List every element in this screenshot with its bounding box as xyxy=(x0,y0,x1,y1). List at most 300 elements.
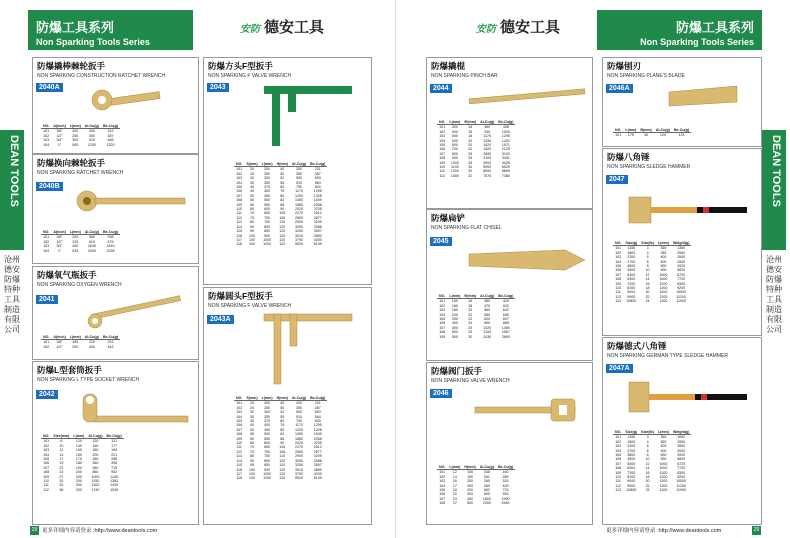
table-cell: 3209 xyxy=(313,454,322,459)
column-header: B(mm) xyxy=(640,128,652,132)
table-cell: 2690 xyxy=(501,334,510,339)
table-cell: 22 xyxy=(645,483,650,488)
table-cell: 4500 xyxy=(627,268,636,273)
table-cell: 107 xyxy=(439,325,446,330)
column-header: S(mm) xyxy=(246,162,258,166)
table-cell: 2125 xyxy=(501,147,510,152)
header-title-en: Non Sparking Tools Series xyxy=(36,37,150,47)
table-cell: 104 xyxy=(236,180,243,185)
table-cell: 9200 xyxy=(677,475,686,480)
table-cell: 22 xyxy=(468,147,473,152)
table-header-row xyxy=(41,230,120,235)
table-cell: 400 xyxy=(660,255,667,260)
table-cell: 360 xyxy=(483,483,490,488)
table-cell: 1200 xyxy=(659,286,668,291)
table-cell: 18 xyxy=(468,134,473,139)
table-cell: 443 xyxy=(107,344,114,349)
column-header: Φ(mm) xyxy=(464,120,477,124)
table-cell: 107 xyxy=(43,465,50,470)
table-cell: 400 xyxy=(467,492,474,497)
table-cell: 355 xyxy=(660,250,667,255)
table-cell: 1/2" xyxy=(56,239,63,244)
table-cell: 50 xyxy=(249,427,254,432)
table-cell: 120 xyxy=(279,471,286,476)
column-header: L(mm) xyxy=(657,241,669,245)
table-cell: 7070 xyxy=(483,173,492,178)
table-header-row xyxy=(41,124,120,129)
table-row xyxy=(613,488,691,492)
table-row xyxy=(41,249,120,253)
table-cell: 900 xyxy=(660,453,667,458)
table-cell: 111 xyxy=(236,445,242,450)
table-cell: 300 xyxy=(264,410,271,415)
table-cell: 6 xyxy=(646,448,649,453)
column-header: Al-Cu(g) xyxy=(88,434,103,438)
table-cell: 106 xyxy=(439,492,446,497)
table-cell: 500 xyxy=(451,138,458,143)
column-header: Be-Cu(g) xyxy=(673,128,690,132)
table-cell: 105 xyxy=(236,185,243,190)
table-cell: 2545 xyxy=(501,501,510,506)
table-cell: 1030 xyxy=(501,129,510,134)
table-cell: 177 xyxy=(111,443,118,448)
table-cell: 2430 xyxy=(483,334,492,339)
spec-table xyxy=(234,396,327,481)
table-cell: 450 xyxy=(264,193,271,198)
table-cell: 580 xyxy=(484,312,491,317)
column-header: NO. xyxy=(236,162,243,166)
table-cell: 350 xyxy=(264,180,271,185)
table-cell: 400 xyxy=(660,259,667,264)
header-title-zh: 防爆工具系列 xyxy=(36,20,115,35)
table-cell: 697 xyxy=(502,317,509,322)
table-cell: 103 xyxy=(615,255,622,260)
table-cell: 564 xyxy=(314,180,321,185)
table-cell: 8100 xyxy=(627,475,636,480)
column-header: Al-Cu(g) xyxy=(480,120,495,124)
page-footer: 更多详细内容请登录 :http://www.deantools.com xyxy=(42,528,158,534)
table-cell: 100 xyxy=(248,476,255,481)
table-cell: 590 xyxy=(296,176,303,181)
table-cell: 10 xyxy=(645,268,650,273)
table-cell: 180 xyxy=(75,461,82,466)
sledge-hammer-illustration xyxy=(625,189,755,239)
table-cell: 1000 xyxy=(659,461,668,466)
table-cell: 75 xyxy=(249,449,254,454)
table-cell: 101 xyxy=(43,340,50,345)
table-cell: 312 xyxy=(107,129,114,134)
table-cell: 105 xyxy=(279,211,286,216)
table-cell: 108 xyxy=(439,330,446,335)
table-cell: 107 xyxy=(439,151,446,156)
table-cell: 117 xyxy=(236,471,243,476)
table-cell: 405 xyxy=(502,483,509,488)
table-cell: 221 xyxy=(314,401,321,406)
table-cell: 1170 xyxy=(483,134,492,139)
header-title-zh: 防爆工具系列 xyxy=(675,20,754,35)
table-cell: 106 xyxy=(615,268,622,273)
table-cell: 6109 xyxy=(313,242,322,247)
table-cell: 101 xyxy=(615,246,622,251)
table-cell: 510 xyxy=(296,414,303,419)
table-cell: 131 xyxy=(111,439,118,444)
table-cell: 14 xyxy=(59,452,64,457)
column-header: Size(lb) xyxy=(641,241,654,245)
table-cell: 6050 xyxy=(483,169,492,174)
table-cell: 243 xyxy=(107,340,114,345)
table-cell: 289 xyxy=(502,474,509,479)
table-cell: 40 xyxy=(249,185,254,190)
table-cell: 500 xyxy=(451,334,458,339)
table-cell: 4200 xyxy=(313,237,322,242)
table-cell: 400 xyxy=(451,129,458,134)
table-cell: 1250 xyxy=(91,479,100,484)
sidebar-company-name: 沧州德安防爆特种工具制造有限公司 xyxy=(766,255,782,334)
table-cell: 200 xyxy=(264,167,271,172)
table-cell: 112 xyxy=(615,483,622,488)
product-card xyxy=(602,57,762,147)
table-cell: 102 xyxy=(439,474,446,479)
table-cell: 600 xyxy=(264,207,271,212)
table-cell: 109 xyxy=(236,202,243,207)
table-cell: 1926 xyxy=(110,487,119,492)
table-cell: 70 xyxy=(249,445,254,450)
table-row xyxy=(613,133,691,138)
table-cell: 180 xyxy=(92,448,99,453)
column-header: H(mm) xyxy=(464,465,476,469)
table-cell: 22 xyxy=(59,465,64,470)
table-row xyxy=(234,242,327,246)
table-cell: 1320 xyxy=(483,325,492,330)
table-cell: 1383 xyxy=(110,479,119,484)
table-cell: 120 xyxy=(279,233,286,238)
table-cell: 450 xyxy=(92,461,99,466)
table-cell: 103 xyxy=(615,444,622,449)
table-cell: 114 xyxy=(236,224,243,229)
table-cell: 520 xyxy=(502,303,509,308)
table-cell: 14 xyxy=(645,277,650,282)
table-cell: 52 xyxy=(280,176,285,181)
product-subtitle: NON SPARKING OXYGEN WRENCH xyxy=(37,282,122,288)
product-title: 防爆撬棍 xyxy=(431,61,466,71)
table-cell: 600 xyxy=(264,441,271,446)
table-cell: 100 xyxy=(248,237,255,242)
table-cell: 600 xyxy=(467,501,474,506)
table-cell: 30 xyxy=(468,169,473,174)
table-cell: 350 xyxy=(264,414,271,419)
table-cell: 235 xyxy=(72,239,79,244)
table-cell: 590 xyxy=(296,410,303,415)
product-card xyxy=(426,57,593,209)
table-cell: 400 xyxy=(660,444,667,449)
table-cell: 200 xyxy=(467,479,474,484)
sidebar-brand-text: DEAN TOOLS xyxy=(770,135,782,207)
product-code-badge: 2043A xyxy=(207,315,234,324)
table-cell: 1200 xyxy=(450,169,459,174)
table-cell: 1860 xyxy=(295,202,304,207)
table-cell: 65 xyxy=(249,441,254,446)
column-header: L(mm) xyxy=(261,396,273,400)
table-cell: 2877 xyxy=(313,449,322,454)
table-cell: 288 xyxy=(111,457,118,462)
table-cell: 101 xyxy=(43,439,50,444)
table-cell: 952 xyxy=(111,470,118,475)
table-cell: 104 xyxy=(439,483,446,488)
page-number: 29 xyxy=(753,527,760,533)
table-cell: 95 xyxy=(249,229,254,234)
table-cell: 110 xyxy=(439,165,446,170)
table-cell: 5520 xyxy=(295,242,304,247)
table-cell: 300 xyxy=(451,125,458,130)
product-title: 防爆方头F型扳手 xyxy=(208,61,273,71)
table-cell: 1740 xyxy=(91,487,100,492)
table-cell: 40 xyxy=(249,419,254,424)
table-cell: 32 xyxy=(468,173,473,178)
valve-wrench-illustration xyxy=(467,391,587,431)
column-header: NO. xyxy=(43,124,50,128)
table-cell: 102 xyxy=(43,239,50,244)
table-cell: 108 xyxy=(615,277,622,282)
table-cell: 22 xyxy=(452,492,457,497)
table-cell: 1920 xyxy=(483,147,492,152)
table-cell: 160 xyxy=(451,303,458,308)
table-cell: 16 xyxy=(468,299,473,304)
table-cell: 103 xyxy=(439,134,446,139)
table-cell: 345 xyxy=(483,470,490,475)
table-cell: 105 xyxy=(236,419,243,424)
product-code-badge: 2043 xyxy=(207,83,229,92)
table-cell: 110 xyxy=(279,454,286,459)
f-valve-wrench-illustration xyxy=(254,80,364,150)
table-cell: 1200 xyxy=(295,427,304,432)
table-cell: 1295 xyxy=(501,134,510,139)
table-cell: 3100 xyxy=(483,156,492,161)
table-cell: 20 xyxy=(645,290,650,295)
table-cell: 560 xyxy=(484,308,491,313)
product-card xyxy=(203,57,372,285)
product-title: 防爆八角锤 xyxy=(607,152,650,162)
table-cell: 2058 xyxy=(313,436,322,441)
table-cell: 120 xyxy=(279,224,286,229)
table-cell: 300 xyxy=(88,129,95,134)
table-cell: 104 xyxy=(43,452,50,457)
table-cell: 3790 xyxy=(295,237,304,242)
table-header-row xyxy=(234,396,327,401)
table-cell: 2060 xyxy=(677,439,686,444)
table-row xyxy=(41,143,120,147)
table-cell: 300 xyxy=(264,176,271,181)
table-cell: 2235 xyxy=(313,441,322,446)
table-cell: 22 xyxy=(645,294,650,299)
table-cell: 510 xyxy=(296,180,303,185)
table-cell: 200 xyxy=(75,479,82,484)
table-cell: 465 xyxy=(107,138,114,143)
product-code-badge: 2047A xyxy=(606,364,633,373)
spec-table xyxy=(41,124,120,147)
table-cell: 2600 xyxy=(295,215,304,220)
table-cell: 3050 xyxy=(295,224,304,229)
table-cell: 80 xyxy=(280,427,285,432)
f-valve-wrench-illustration xyxy=(254,308,364,388)
table-cell: 200 xyxy=(296,401,303,406)
table-cell: 120 xyxy=(279,467,286,472)
table-cell: 387 xyxy=(314,171,321,176)
column-header: Size(g) xyxy=(625,430,638,434)
table-cell: 3510 xyxy=(295,467,304,472)
column-header: A(inch) xyxy=(53,124,66,128)
table-row xyxy=(613,299,691,303)
table-cell: 105 xyxy=(615,264,622,269)
table-cell: 10 xyxy=(59,443,64,448)
column-header: Be-Cu(g) xyxy=(498,294,514,298)
table-cell: 900 xyxy=(660,264,667,269)
table-cell: 104 xyxy=(439,312,446,317)
table-cell: 315 xyxy=(502,479,509,484)
table-cell: 350 xyxy=(660,435,667,440)
table-cell: 1000 xyxy=(263,471,272,476)
column-header: Size(lb) xyxy=(641,430,654,434)
table-cell: 1200 xyxy=(659,470,668,475)
column-header: Be-Cu(g) xyxy=(102,124,119,128)
table-cell: 113 xyxy=(615,299,622,304)
table-cell: 103 xyxy=(43,244,50,249)
table-cell: 200 xyxy=(264,401,271,406)
table-cell: 1990 xyxy=(501,496,510,501)
spec-table xyxy=(41,230,120,253)
table-cell: 3 xyxy=(646,435,649,440)
product-code-badge: 2041 xyxy=(36,295,58,304)
table-cell: 55 xyxy=(249,432,254,437)
table-row xyxy=(437,174,515,178)
column-header: Al-Cu(g) xyxy=(480,294,495,298)
table-cell: 3250 xyxy=(295,463,304,468)
table-cell: 1000 xyxy=(263,237,272,242)
table-cell: 650 xyxy=(92,465,99,470)
table-cell: 105 xyxy=(279,445,286,450)
table-cell: 120 xyxy=(279,229,286,234)
table-cell: 5820 xyxy=(677,457,686,462)
table-row xyxy=(437,335,515,339)
column-header: S(mm) xyxy=(246,396,258,400)
table-cell: 600 xyxy=(451,143,458,148)
table-cell: 180 xyxy=(451,308,458,313)
table-cell: 65 xyxy=(249,207,254,212)
product-title: 防爆阀门扳手 xyxy=(431,366,483,376)
column-header: Al-Cu(g) xyxy=(84,124,99,128)
table-cell: 7200 xyxy=(627,281,636,286)
table-cell: 110 xyxy=(236,441,243,446)
table-cell: 106 xyxy=(439,147,446,152)
table-cell: 102 xyxy=(236,171,243,176)
spec-table xyxy=(234,162,327,247)
table-cell: 850 xyxy=(264,463,271,468)
table-cell: 1200 xyxy=(659,281,668,286)
column-header: Al-Cu(g) xyxy=(291,162,307,166)
table-cell: 1320 xyxy=(106,142,115,147)
product-card xyxy=(426,362,593,525)
product-subtitle: NON SPARKING RATCHET WRENCH xyxy=(37,170,124,176)
table-cell: 170 xyxy=(75,457,82,462)
table-cell: 90 xyxy=(280,441,285,446)
table-cell: 95 xyxy=(249,463,254,468)
table-cell: 1200 xyxy=(659,294,668,299)
table-cell: 11200 xyxy=(676,294,687,299)
table-cell: 2890 xyxy=(483,151,492,156)
table-row xyxy=(234,476,327,480)
table-cell: 1360 xyxy=(677,246,686,251)
table-cell: 100 xyxy=(248,471,255,476)
table-cell: 88 xyxy=(280,436,285,441)
table-cell: 1100 xyxy=(451,165,459,170)
table-cell: 75 xyxy=(280,423,285,428)
table-cell: 7200 xyxy=(627,470,636,475)
table-cell: 3597 xyxy=(313,463,322,468)
table-cell: 5 xyxy=(646,444,649,449)
table-cell: 100 xyxy=(248,242,255,247)
product-code-badge: 2040B xyxy=(36,182,63,191)
table-cell: 2900 xyxy=(295,454,304,459)
table-cell: 75 xyxy=(280,189,285,194)
table-cell: 250 xyxy=(72,133,79,138)
column-header: NO. xyxy=(615,128,622,132)
table-cell: 120 xyxy=(279,458,286,463)
spec-table xyxy=(613,430,691,493)
brand-mark xyxy=(476,16,560,37)
table-cell: 500 xyxy=(451,330,458,335)
table-cell: 3050 xyxy=(295,458,304,463)
column-header: Weight(g) xyxy=(672,430,690,434)
table-cell: 10000 xyxy=(676,479,687,484)
column-header: NO. xyxy=(439,120,446,124)
table-cell: 55 xyxy=(249,198,254,203)
table-cell: 200 xyxy=(75,470,82,475)
table-cell: 220 xyxy=(88,340,95,345)
table-cell: 1000 xyxy=(450,160,459,165)
table-cell: 20 xyxy=(468,312,473,317)
product-card xyxy=(32,266,199,360)
table-cell: 6 xyxy=(646,259,649,264)
column-header: L(mm) xyxy=(261,162,273,166)
table-cell: 105 xyxy=(439,317,446,322)
column-header: Al-Cu(g) xyxy=(655,128,670,132)
column-header: A(inch) xyxy=(53,230,66,234)
table-cell: 3100 xyxy=(501,151,510,156)
table-cell: 102 xyxy=(439,129,446,134)
table-cell: 8100 xyxy=(627,286,636,291)
table-cell: 1295 xyxy=(313,423,322,428)
product-card xyxy=(602,148,762,336)
table-cell: 2512 xyxy=(313,445,322,450)
table-cell: 9900 xyxy=(627,294,636,299)
table-cell: 3/8" xyxy=(56,235,63,240)
table-cell: 350 xyxy=(296,171,303,176)
table-cell: 113 xyxy=(236,454,243,459)
table-cell: 17 xyxy=(452,483,457,488)
table-cell: 2000 xyxy=(87,248,96,253)
table-cell: 2028 xyxy=(106,248,115,253)
column-header: Size(g) xyxy=(625,241,638,245)
table-cell: 104 xyxy=(236,414,243,419)
table-cell: 9000 xyxy=(627,290,636,295)
table-cell: 900 xyxy=(660,268,667,273)
table-cell: 30 xyxy=(249,410,254,415)
table-cell: 114 xyxy=(236,458,243,463)
table-cell: 2900 xyxy=(295,220,304,225)
table-cell: 800 xyxy=(484,321,491,326)
table-cell: 1170 xyxy=(295,423,303,428)
table-cell: 102 xyxy=(43,443,50,448)
table-cell: 1200 xyxy=(659,299,668,304)
